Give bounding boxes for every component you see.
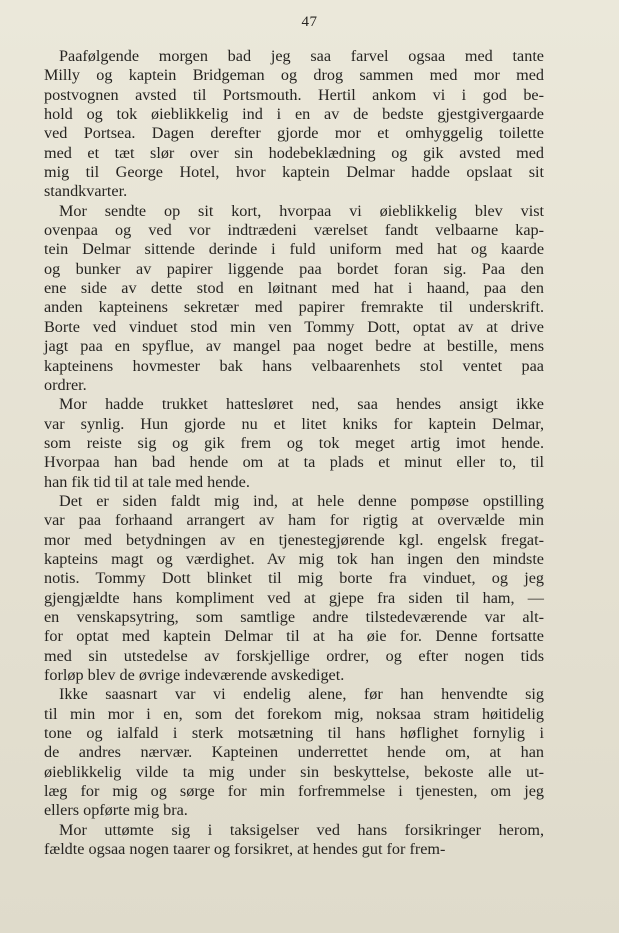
paragraph [44,202,544,395]
text-line: Paafølgende morgen bad jeg saa farvel ogsaa med tante [59,47,544,65]
text-line: mig til George Hotel, hvor kaptein Delmar hadde opslaat sit [44,163,544,182]
text-line: læg for mig og sørge for min forfremmelse i tjenesten, om jeg [44,782,544,801]
text-line: kapteins magt og værdighet. Av mig tok han ingen den mindste [44,549,544,568]
paragraph [44,395,544,492]
text-line: Det er siden faldt mig ind, at hele denne pompøse opstilling [59,491,544,510]
text-line: for optat med kaptein Delmar til at ha øie for. Denne fortsatte [44,627,544,646]
text-line: Milly og kaptein Bridgeman og drog sammen med mor med [44,66,544,85]
text-line: han fik tid til at tale med hende. [44,472,250,491]
text-line: Borte ved vinduet stod min ven Tommy Dott, optat av at drive [44,317,544,336]
text-line: jagt paa en spyflue, av mangel paa noget bedre at bestille, mens [44,337,544,356]
text-line: notis. Tommy Dott blinket til mig borte fra vinduet, og jeg [44,569,544,588]
text-line: ved Portsea. Dagen derefter gjorde mor et omhyggelig toilette [44,124,544,143]
text-line: tone og ialfald i sterk motsætning til hans høflighet fornylig i [44,724,544,743]
text-line: en venskapsytring, som samtlige andre tilstedeværende var alt- [44,607,544,626]
text-line: til min mor i en, som det forekom mig, noksaa stram høitidelig [44,704,544,723]
text-line: øieblikkelig vilde ta mig under sin beskyttelse, bekoste alle ut- [44,762,544,781]
page-number: 47 [301,14,318,30]
text-line: var synlig. Hun gjorde nu et litet kniks for kaptein Delmar, [44,414,544,433]
text-line: med et tæt slør over sin hodebeklædning og gik avsted med [44,143,544,162]
paragraph [44,47,544,202]
text-line: Ikke saasnart var vi endelig alene, før han henvendte sig [59,685,544,704]
paragraph [44,685,544,820]
text-line: fældte ogsaa nogen taarer og forsikret, at hendes gut for frem- [44,840,446,859]
text-line: de andres nærvær. Kapteinen underrettet hende om, at han [44,743,544,762]
text-line: tein Delmar sittende derinde i fuld uniform med hat og kaarde [44,240,544,259]
text-line: ene side av dette stod en løitnant med hat i haand, paa den [44,279,544,298]
text-line: mor med betydningen av en tjenestegjørende kgl. engelsk fregat- [44,530,544,549]
text-line: ellers opførte mig bra. [44,801,188,820]
text-line: Hvorpaa han bad hende om at ta plads et minut eller to, til [44,453,544,472]
body-text [44,47,544,859]
text-line: som reiste sig og gik frem og tok meget artig imot hende. [44,433,544,452]
text-line: med sin utstedelse av forskjellige ordrer, og efter nogen tids [44,646,544,665]
text-line: forløp blev de øvrige indeværende avskediget. [44,666,345,684]
text-line: anden kapteinens sekretær med papirer fremrakte til underskrift. [44,298,544,317]
text-line: kapteinens hovmester bak hans velbaarenhets stol ventet paa [44,356,544,375]
text-line: Mor uttømte sig i taksigelser ved hans forsikringer herom, [59,820,544,839]
paragraph [44,821,544,860]
text-line: Mor hadde trukket hattesløret ned, saa hendes ansigt ikke [59,395,544,414]
text-line: standkvarter. [44,182,128,201]
text-line: Mor sendte op sit kort, hvorpaa vi øieblikkelig blev vist [59,201,544,220]
text-line: ovenpaa og ved vor indtrædeni værelset fandt velbaarne kap- [44,221,544,240]
paragraph [44,492,544,685]
text-line: var paa forhaand arrangert av ham for rigtig at overvælde min [44,511,544,530]
text-line: og bunker av papirer liggende paa bordet foran sig. Paa den [44,259,544,278]
text-line: ordrer. [44,375,87,394]
text-line: postvognen avsted til Portsmouth. Hertil ankom vi i god be- [44,85,544,104]
text-line: gjengjældte hans kompliment ved at gjepe fra siden til ham, — [44,588,544,607]
text-line: hold og tok øieblikkelig ind i en av de bedste gjestgivergaarde [44,105,544,124]
